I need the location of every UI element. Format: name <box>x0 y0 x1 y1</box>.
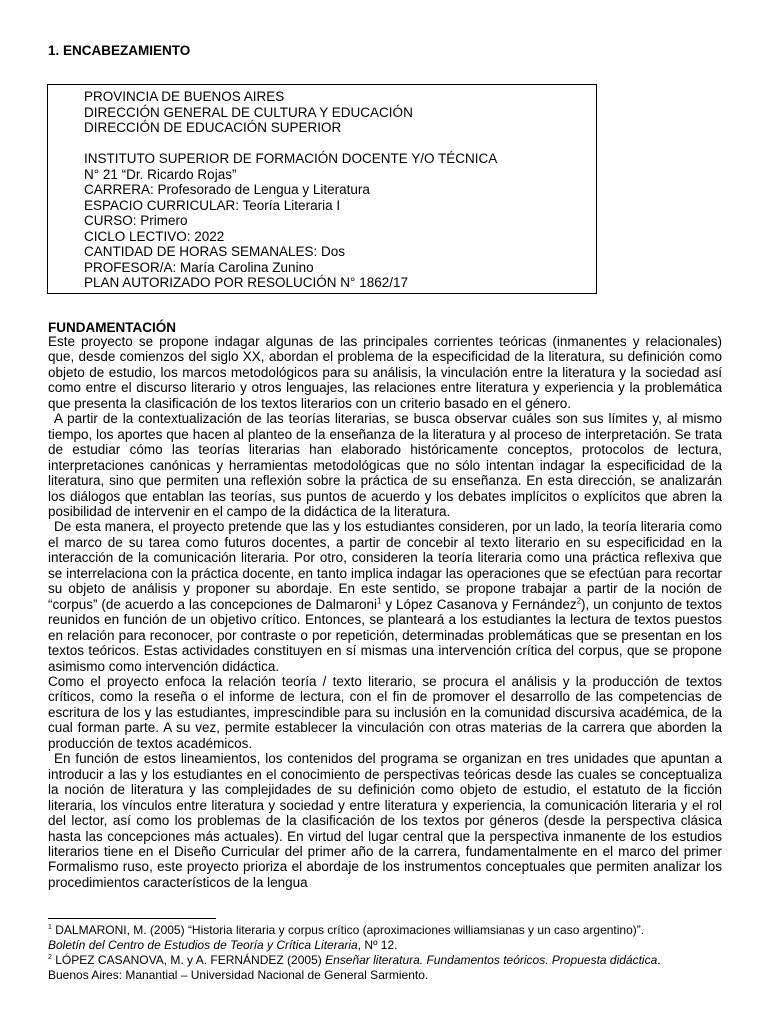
header-line: CICLO LECTIVO: 2022 <box>84 228 225 244</box>
footnote-number: 2 <box>48 954 52 961</box>
header-line: PROFESOR/A: María Carolina Zunino <box>84 259 314 275</box>
header-line: CARRERA: Profesorado de Lengua y Literatura <box>84 182 370 197</box>
footnote-italic: Enseñar literatura. Fundamentos teóricos. Propuesta didáctica <box>325 953 658 967</box>
footnote-1 <box>48 923 644 938</box>
footnote-2 <box>48 953 661 968</box>
paragraph: Como el proyecto enfoca la relación teoría / texto literario, se procura el análisis y la producción de textos críticos, como la reseña o el informe de lectura, con el fin de promover el desarrollo de las competencias de escritura de los y las estudiantes, imprescindible para su inclusión en la comunidad discursiva académica, de la cual forman parte. A su vez, permite establecer la vinculación con otras materias de la carrera que aborden la producción de textos académicos. <box>48 673 722 751</box>
footnote-italic: Boletín del Centro de Estudios de Teoría y Crítica Literaria <box>48 938 358 952</box>
footnote-separator <box>48 918 216 919</box>
header-line: ESPACIO CURRICULAR: Teoría Literaria I <box>84 197 341 213</box>
header-line: CANTIDAD DE HORAS SEMANALES: Dos <box>84 244 346 259</box>
paragraph-text: De esta manera, el proyecto pretende que las y los estudiantes consideren, por un lado, la teoría literaria como el marco de su tarea como futuros docentes, a partir de concebir al texto literario en su especificidad en la interacción de la comunicación literaria. Por otro, consideren la teoría literaria como una práctica reflexiva que se interrelaciona con la práctica docente, en tanto implica indagar las operaciones que se efectúan para recortar su objeto de análisis y proponer su abordaje. En este sentido, se propone trabajar a partir de la noción de “corpus” (de acuerdo a las concepciones de Dalmaroni <box>48 519 722 612</box>
body-text <box>48 334 722 890</box>
header-box <box>47 84 597 294</box>
footnote-text: DALMARONI, M. (2005) “Historia literaria y corpus crítico (aproximaciones williamsianas y un caso argentino)”. <box>51 923 645 937</box>
header-line: CURSO: Primero <box>84 213 188 228</box>
footnote-text: LÓPEZ CASANOVA, M. y A. FERNÁNDEZ (2005) <box>51 953 326 967</box>
footnote-number: 1 <box>48 924 52 931</box>
paragraph: A partir de la contextualización de las teorías literarias, se busca observar cuáles son sus límites y, al mismo tiempo, los aportes que hacen al planteo de la enseñanza de la literatura y al proceso de interpretación. Se trata de estudiar cómo las teorías literarias han elaborado históricamente conceptos, protocolos de lectura, interpretaciones canónicas y herramientas metodológicas que no sólo intentan indagar la especificidad de la literatura, sino que permiten una reflexión sobre la práctica de su enseñanza. En esta dirección, se analizarán los diálogos que entablan las teorías, sus puntos de acuerdo y los debates implícitos o explícitos que abren la posibilidad de intervenir en el campo de la didáctica de la literatura. <box>48 411 722 519</box>
section-title-fundamentacion: FUNDAMENTACIÓN <box>48 320 176 335</box>
section-heading-encabezamiento: 1. ENCABEZAMIENTO <box>48 43 191 58</box>
footnote-text: . <box>657 953 661 967</box>
header-line: DIRECCIÓN DE EDUCACIÓN SUPERIOR <box>84 120 342 135</box>
header-line: PLAN AUTORIZADO POR RESOLUCIÓN N° 1862/17 <box>84 275 408 290</box>
header-line: N° 21 “Dr. Ricardo Rojas” <box>84 166 237 182</box>
header-line: PROVINCIA DE BUENOS AIRES <box>84 89 285 104</box>
header-line: DIRECCIÓN GENERAL DE CULTURA Y EDUCACIÓN <box>84 104 413 120</box>
paragraph <box>48 519 722 674</box>
paragraph: En función de estos lineamientos, los contenidos del programa se organizan en tres unidades que apuntan a introducir a las y los estudiantes en el conocimiento de perspectivas teóricas desde las cuales se conceptualiza la noción de literatura y las complejidades de su definición como objeto de estudio, el estatuto de la ficción literaria, los vínculos entre literatura y sociedad y entre literatura y experiencia, la comunicación literaria y el rol del lector, así como los problemas de la clasificación de los textos por géneros (desde la perspectiva clásica hasta las concepciones más actuales). En virtud del lugar central que la perspectiva inmanente de los estudios literarios tiene en el Diseño Curricular del primer año de la carrera, fundamentalmente en el marco del primer Formalismo ruso, este proyecto prioriza el abordaje de los instrumentos conceptuales que permiten analizar los procedimientos característicos de la lengua <box>48 751 722 890</box>
footnote-1-cont <box>48 938 397 953</box>
footnote-2-cont: Buenos Aires: Manantial – Universidad Nacional de General Sarmiento. <box>48 968 429 982</box>
header-line: INSTITUTO SUPERIOR DE FORMACIÓN DOCENTE Y/O TÉCNICA <box>84 151 498 166</box>
footnote-ref: 2 <box>576 596 582 606</box>
paragraph-text: ), un conjunto de textos reunidos en función de un objetivo crítico. Entonces, se planteará a los estudiantes la lectura de textos puestos en relación para reconocer, por contraste o por repetición, determinadas problemáticas que se presentan en los textos teóricos. Estas actividades constituyen en sí mismas una intervención crítica del corpus, que se propone asimismo como intervención didáctica. <box>48 596 722 674</box>
paragraph: Este proyecto se propone indagar algunas de las principales corrientes teóricas (inmanentes y relacionales) que, desde comienzos del siglo XX, abordan el problema de la especificidad de la literatura, su definición como objeto de estudio, los marcos metodológicos para su análisis, la vinculación entre la literatura y la sociedad así como entre el discurso literario y otros lenguajes, las relaciones entre literatura y experiencia y la problemática que presenta la clasificación de los textos literarios con un criterio basado en el género. <box>48 334 722 411</box>
footnote-text: , Nº 12. <box>357 938 398 952</box>
footnote-ref: 1 <box>377 596 382 606</box>
paragraph-text: y López Casanova y Fernández <box>381 596 577 612</box>
